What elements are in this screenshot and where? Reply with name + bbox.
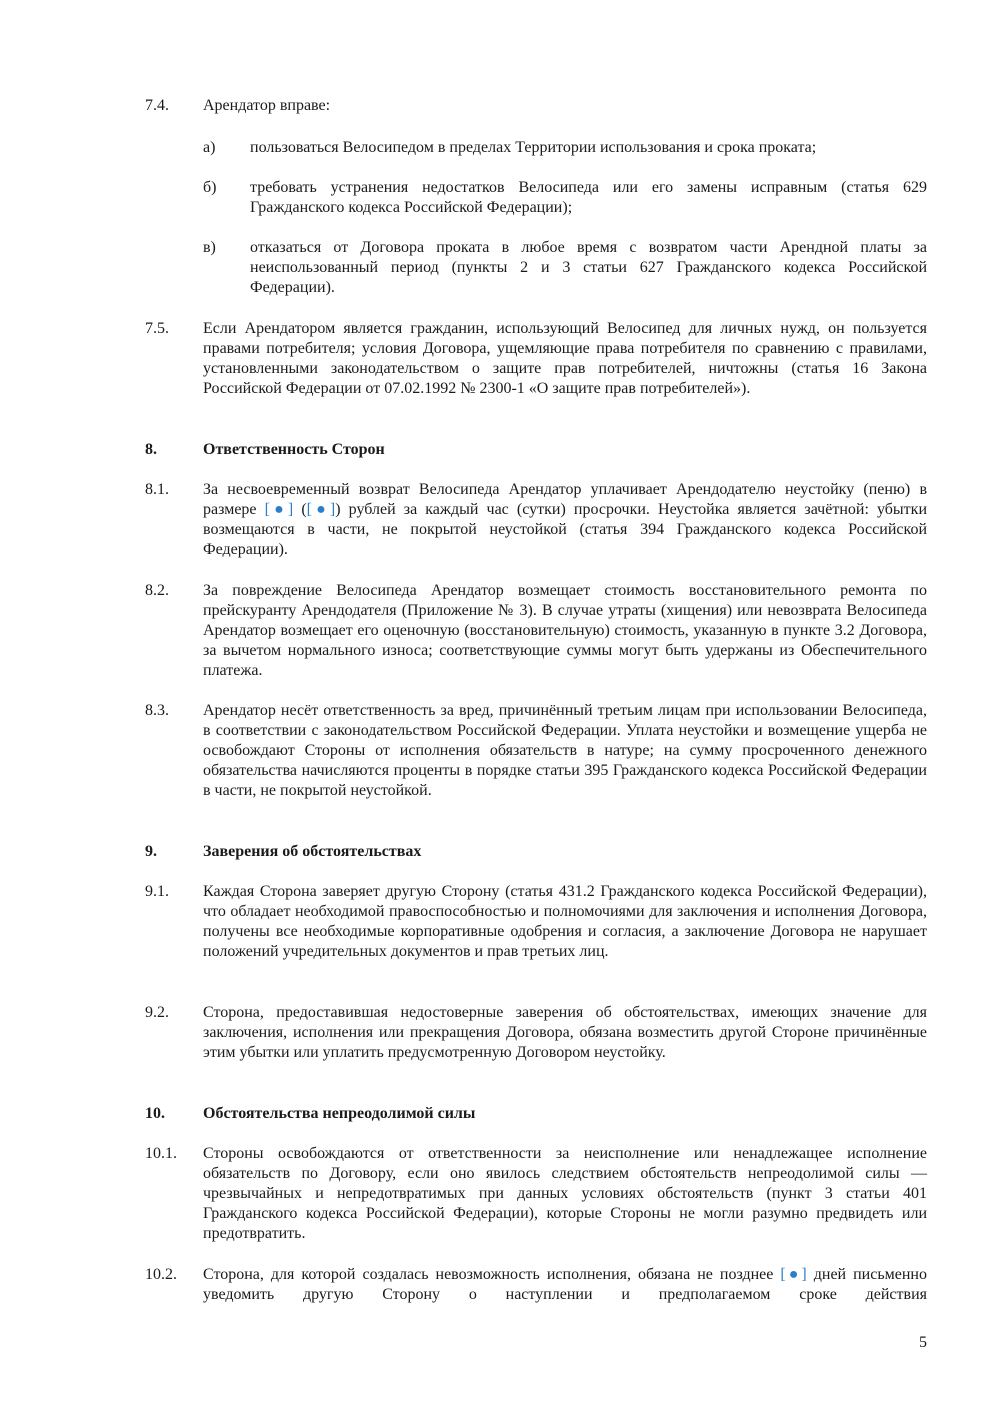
- item-text: требовать устранения недостатков Велосипеда или его замены исправным (статья 629 Гражданского кодекса Российской Федерации);: [250, 179, 927, 216]
- text-segment: ) рублей за каждый час (сутки) просрочки. Неустойка является зачётной: убытки возмещаются в части, не покрытой неустойкой (статья 394 Гражданского кодекса Российской Федерации).: [203, 501, 928, 558]
- clause-10-1: [145, 1144, 927, 1244]
- text-segment: (: [293, 501, 307, 518]
- item-letter: б): [203, 179, 217, 196]
- section-number: 9.: [145, 843, 157, 860]
- clause-text: За повреждение Велосипеда Арендатор возмещает стоимость восстановительного ремонта по прейскуранту Арендодателя (Приложение № 3). В случае утраты (хищения) или невозврата Велосипеда Арендатор возмещает его оценочную (восстановительную) стоимость, указанную в пункте 3.2 Договора, за вычетом нормального износа; соответствующие суммы могут быть удержаны из Обеспечительного платежа.: [203, 582, 927, 679]
- section-title: Ответственность Сторон: [203, 441, 385, 458]
- section-title: Обстоятельства непреодолимой силы: [203, 1105, 476, 1122]
- clause-9-2: [145, 1003, 927, 1063]
- section-number: 8.: [145, 441, 157, 458]
- clause-number: 7.4.: [145, 97, 169, 114]
- text-segment: Сторона, для которой создалась невозможность исполнения, обязана не позднее: [203, 1266, 781, 1283]
- section-8-heading: [145, 440, 927, 460]
- section-9-heading: [145, 842, 927, 862]
- page-number: 5: [919, 1334, 927, 1351]
- clause-8-1: [145, 480, 927, 560]
- clause-number: 8.2.: [145, 582, 169, 599]
- clause-text: Стороны освобождаются от ответственности за неисполнение или ненадлежащее исполнение обязательств по Договору, если оно явилось следствием обстоятельств непреодолимой силы — чрезвычайных и непредотвратимых при данных условиях обстоятельств (пункт 3 статьи 401 Гражданского кодекса Российской Федерации), которые Стороны не могли разумно предвидеть или предотвратить.: [203, 1145, 927, 1242]
- clause-text: Каждая Сторона заверяет другую Сторону (статья 431.2 Гражданского кодекса Российской Федерации), что обладает необходимой правоспособностью и полномочиями для заключения и исполнения Договора, получены все необходимые корпоративные одобрения и согласия, а заключение Договора не нарушает положений учредительных документов и прав третьих лиц.: [203, 883, 927, 960]
- clause-number: 9.2.: [145, 1004, 169, 1021]
- clause-number: 10.1.: [145, 1145, 177, 1162]
- clause-10-2: [145, 1265, 927, 1305]
- clause-7-4-item-a: [203, 138, 927, 158]
- clause-text: Арендатор несёт ответственность за вред, причинённый третьим лицам при использовании Велосипеда, в соответствии с законодательством Российской Федерации. Уплата неустойки и возмещение ущерба не освобождают Стороны от исполнения обязательств в натуре; на сумму просроченного денежного обязательства начисляются проценты в порядке статьи 395 Гражданского кодекса Российской Федерации в части, не покрытой неустойкой.: [203, 702, 927, 799]
- clause-8-3: [145, 701, 927, 801]
- clause-7-4-item-c: [203, 238, 927, 298]
- text-segment: За несвоевременный возврат Велосипеда Арендатор уплачивает Арендодателю неустойку (пеню) в размере: [203, 481, 927, 518]
- item-letter: а): [203, 139, 216, 156]
- clause-number: 8.1.: [145, 481, 169, 498]
- placeholder-amount: [●]: [264, 501, 294, 518]
- clause-number: 10.2.: [145, 1266, 177, 1283]
- clause-text: [203, 480, 927, 560]
- clause-number: 8.3.: [145, 702, 169, 719]
- clause-7-5: [145, 319, 927, 399]
- clause-text: Сторона, предоставившая недостоверные заверения об обстоятельствах, имеющих значение для заключения, исполнения или прекращения Договора, обязана возместить другой Стороне причинённые этим убытки или уплатить предусмотренную Договором неустойку.: [203, 1004, 927, 1061]
- placeholder-days: [●]: [780, 1266, 807, 1283]
- item-text: отказаться от Договора проката в любое время с возвратом части Арендной платы за неиспользованный период (пункты 2 и 3 статьи 627 Гражданского кодекса Российской Федерации).: [250, 239, 927, 296]
- text-segment: дней письменно уведомить другую Сторону о наступлении и предполагаемом сроке действия: [203, 1266, 927, 1303]
- clause-7-4: [145, 96, 927, 116]
- clause-text: [203, 1265, 927, 1305]
- item-letter: в): [203, 239, 216, 256]
- clause-number: 9.1.: [145, 883, 169, 900]
- clause-number: 7.5.: [145, 320, 169, 337]
- clause-text: Арендатор вправе:: [203, 97, 331, 114]
- section-title: Заверения об обстоятельствах: [203, 843, 422, 860]
- section-10-heading: [145, 1104, 927, 1124]
- clause-text: Если Арендатором является гражданин, использующий Велосипед для личных нужд, он пользуется правами потребителя; условия Договора, ущемляющие права потребителя по сравнению с правилами, установленными законодательством о защите прав потребителей, ничтожны (статья 16 Закона Российской Федерации от 07.02.1992 № 2300-1 «О защите прав потребителей»).: [203, 320, 927, 397]
- clause-9-1: [145, 882, 927, 962]
- placeholder-amount-words: [●]: [306, 501, 336, 518]
- section-number: 10.: [145, 1105, 165, 1122]
- clause-7-4-item-b: [203, 178, 927, 218]
- clause-8-2: [145, 581, 927, 681]
- item-text: пользоваться Велосипедом в пределах Территории использования и срока проката;: [250, 139, 817, 156]
